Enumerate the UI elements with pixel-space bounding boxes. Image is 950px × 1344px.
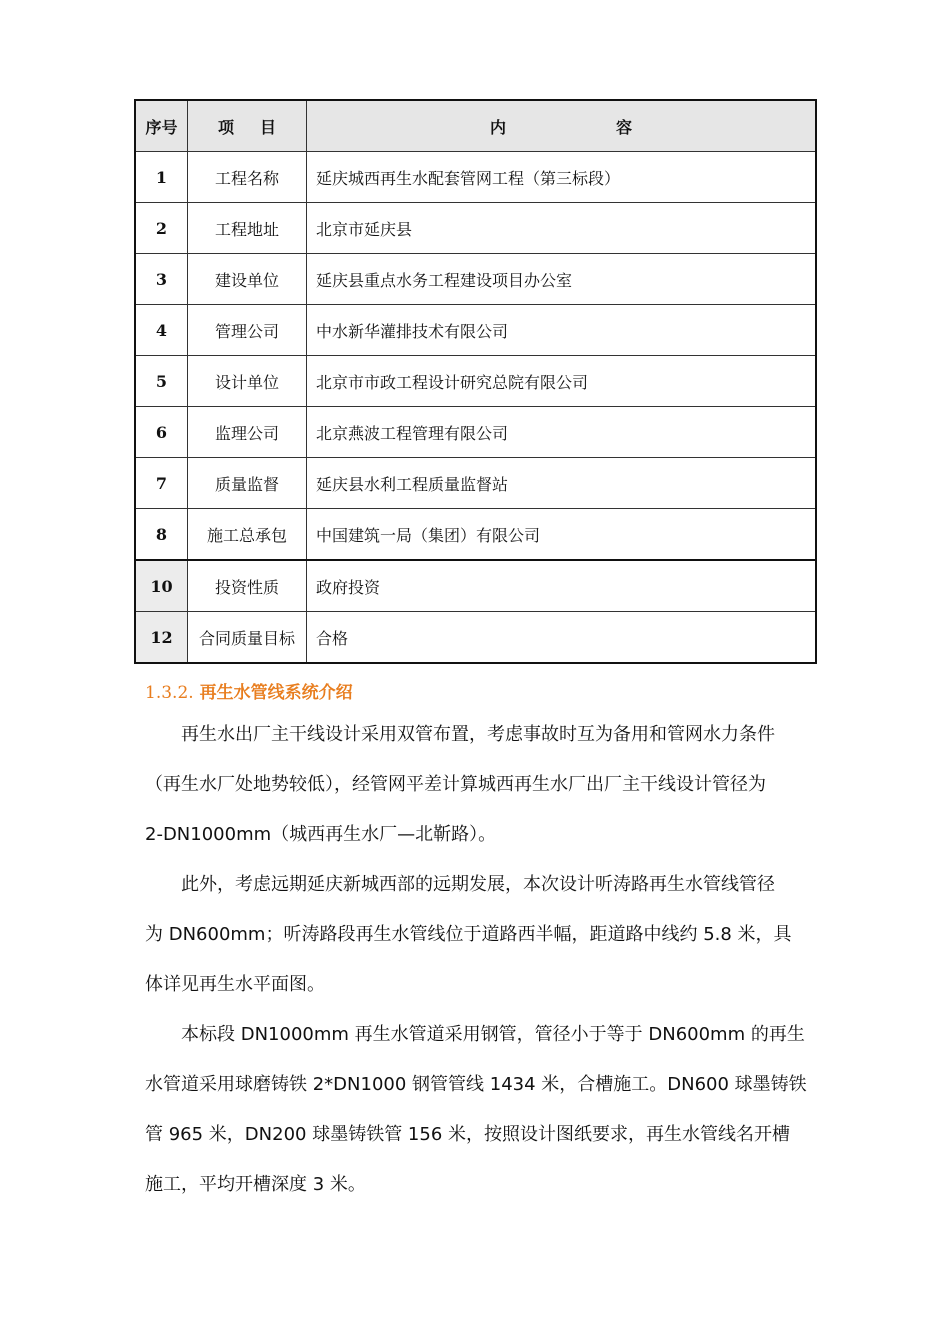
table-row — [135, 509, 816, 561]
paragraph-line: 此外，考虑远期延庆新城西部的远期发展，本次设计听涛路再生水管线管径 — [181, 874, 775, 895]
section-heading — [145, 678, 353, 703]
paragraph-line: 本标段 DN1000mm 再生水管道采用钢管，管径小于等于 DN600mm 的再生 — [181, 1024, 805, 1045]
table-row — [135, 612, 816, 664]
paragraph-main-line — [145, 710, 809, 860]
row-content: 延庆县重点水务工程建设项目办公室 — [307, 254, 817, 305]
row-item: 合同质量目标 — [188, 612, 307, 664]
row-no: 10 — [135, 560, 188, 612]
row-content: 政府投资 — [307, 560, 817, 612]
row-content: 北京市延庆县 — [307, 203, 817, 254]
row-content: 延庆城西再生水配套管网工程（第三标段） — [307, 152, 817, 203]
header-content-char-1: 内 — [489, 117, 506, 137]
project-info-table — [134, 99, 817, 664]
paragraph-future — [145, 860, 809, 1010]
table-row — [135, 560, 816, 612]
row-item: 工程名称 — [188, 152, 307, 203]
paragraph-line: （再生水厂处地势较低），经管网平差计算城西再生水厂出厂主干线设计管径为 — [145, 774, 766, 795]
row-content: 北京燕波工程管理有限公司 — [307, 407, 817, 458]
table-row — [135, 254, 816, 305]
paragraph-line: 为 DN600mm；听涛路段再生水管线位于道路西半幅，距道路中线约 5.8 米，具 — [145, 924, 792, 945]
row-item: 施工总承包 — [188, 509, 307, 561]
row-content: 中国建筑一局（集团）有限公司 — [307, 509, 817, 561]
section-number: 1.3.2. — [145, 683, 194, 703]
table-row — [135, 407, 816, 458]
row-content: 中水新华灌排技术有限公司 — [307, 305, 817, 356]
row-item: 投资性质 — [188, 560, 307, 612]
row-no: 4 — [135, 305, 188, 356]
row-content: 合格 — [307, 612, 817, 664]
row-content: 延庆县水利工程质量监督站 — [307, 458, 817, 509]
row-no: 1 — [135, 152, 188, 203]
row-no: 2 — [135, 203, 188, 254]
header-content-char-2: 容 — [616, 117, 633, 137]
header-item-char-1: 项 — [217, 117, 234, 137]
header-content — [307, 100, 817, 152]
row-item: 设计单位 — [188, 356, 307, 407]
row-no: 8 — [135, 509, 188, 561]
header-item-char-2: 目 — [260, 117, 277, 137]
paragraph-pipe-materials — [145, 1010, 809, 1210]
row-item: 建设单位 — [188, 254, 307, 305]
table-row — [135, 152, 816, 203]
row-no: 5 — [135, 356, 188, 407]
row-content: 北京市市政工程设计研究总院有限公司 — [307, 356, 817, 407]
row-no: 6 — [135, 407, 188, 458]
table-row — [135, 458, 816, 509]
row-no: 12 — [135, 612, 188, 664]
paragraph-line: 水管道采用球磨铸铁 2*DN1000 钢管管线 1434 米，合槽施工。DN600 球墨铸铁 — [145, 1074, 807, 1095]
row-item: 工程地址 — [188, 203, 307, 254]
table-row — [135, 305, 816, 356]
paragraph-line: 再生水出厂主干线设计采用双管布置，考虑事故时互为备用和管网水力条件 — [181, 724, 775, 745]
header-item — [188, 100, 307, 152]
paragraph-line: 2-DN1000mm（城西再生水厂—北靳路）。 — [145, 824, 497, 845]
row-item: 管理公司 — [188, 305, 307, 356]
header-no: 序号 — [135, 100, 188, 152]
row-item: 质量监督 — [188, 458, 307, 509]
table-row — [135, 203, 816, 254]
table-header-row — [135, 100, 816, 152]
paragraph-line: 体详见再生水平面图。 — [145, 974, 325, 995]
row-no: 3 — [135, 254, 188, 305]
table-row — [135, 356, 816, 407]
paragraph-line: 施工，平均开槽深度 3 米。 — [145, 1174, 366, 1195]
row-item: 监理公司 — [188, 407, 307, 458]
section-title: 再生水管线系统介绍 — [199, 683, 353, 703]
row-no: 7 — [135, 458, 188, 509]
paragraph-line: 管 965 米，DN200 球墨铸铁管 156 米，按照设计图纸要求，再生水管线名开槽 — [145, 1124, 791, 1145]
